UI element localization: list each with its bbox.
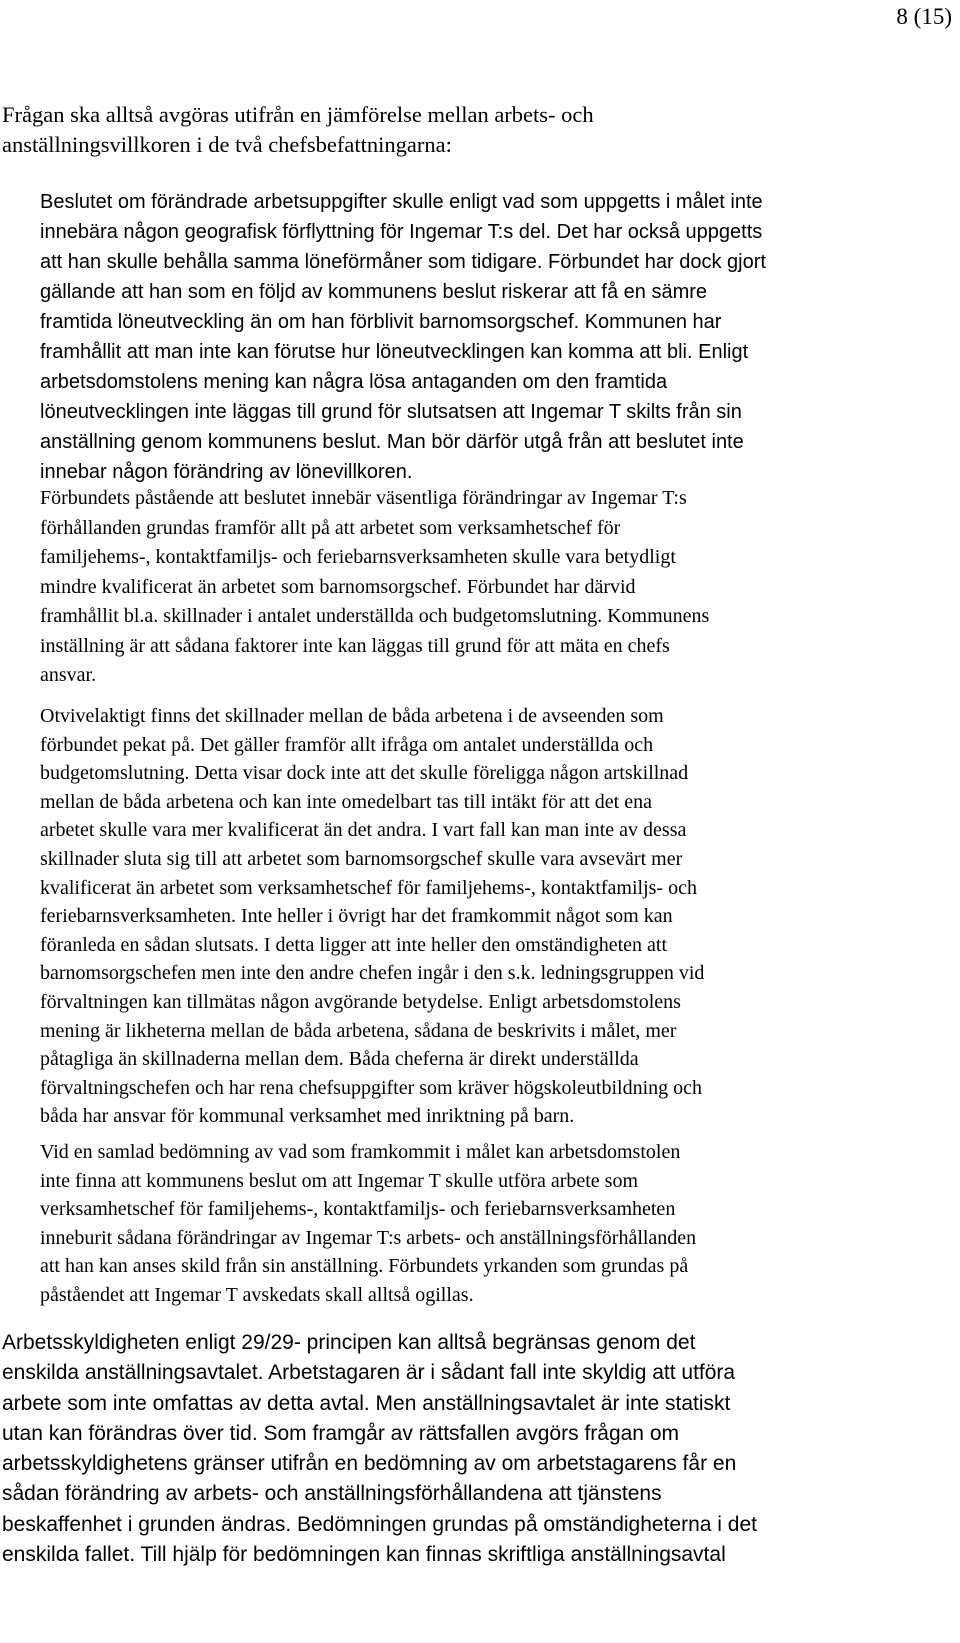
text-line: feriebarnsverksamheten. Inte heller i övrigt har det framkommit något som kan [40, 905, 673, 928]
text-line: Frågan ska alltså avgöras utifrån en jämförelse mellan arbets- och [2, 102, 594, 127]
text-line: arbetet skulle vara mer kvalificerat än det andra. I vart fall kan man inte av dessa [40, 819, 687, 842]
text-line: löneutvecklingen inte läggas till grund för slutsatsen att Ingemar T skilts från sin [40, 401, 742, 423]
text-line: förbundet pekat på. Det gäller framför allt ifråga om antalet underställda och [40, 733, 654, 756]
quote-paragraph-3 [40, 702, 704, 1131]
text-line: Arbetsskyldigheten enligt 29/29- principen kan alltså begränsas genom det [2, 1331, 696, 1354]
quote-paragraph-2 [40, 484, 709, 691]
text-line: Vid en samlad bedömning av vad som framkommit i målet kan arbetsdomstolen [40, 1141, 681, 1163]
text-line: framtida löneutveckling än om han förblivit barnomsorgschef. Kommunen har [40, 311, 722, 333]
text-line: utan kan förändras över tid. Som framgår av rättsfallen avgörs frågan om [2, 1421, 679, 1445]
text-line: Förbundets påstående att beslutet innebär väsentliga förändringar av Ingemar T:s [40, 487, 687, 509]
text-line: beskaffenhet i grunden ändras. Bedömningen grundas på omständigheterna i det [2, 1512, 757, 1536]
text-line: mindre kvalificerat än arbetet som barnomsorgschef. Förbundet har därvid [40, 575, 636, 598]
text-line: kvalificerat än arbetet som verksamhetschef för familjehems-, kontaktfamiljs- och [40, 876, 697, 899]
page-number: 8 (15) [896, 4, 952, 29]
text-line: budgetomslutning. Detta visar dock inte att det skulle föreligga någon artskillnad [40, 762, 689, 785]
text-line: förvaltningen kan tillmätas någon avgörande betydelse. Enligt arbetsdomstolens [40, 990, 681, 1013]
text-line: gällande att han som en följd av kommunens beslut riskerar att få en sämre [40, 281, 708, 303]
text-line: förvaltningschefen och har rena chefsuppgifter som kräver högskoleutbildning och [40, 1076, 703, 1099]
text-line: mellan de båda arbetena och kan inte omedelbart tas till intäkt för att det ena [40, 790, 652, 813]
text-line: framhållit att man inte kan förutse hur löneutvecklingen kan komma att bli. Enligt [40, 341, 749, 363]
text-line: familjehems-, kontaktfamiljs- och feriebarnsverksamheten skulle vara betydligt [40, 546, 676, 568]
quote-paragraph-1 [40, 187, 766, 487]
text-line: föranleda en sådan slutsats. I detta ligger att inte heller den omständigheten att [40, 933, 668, 956]
text-line: arbetsskyldighetens gränser utifrån en bedömning av om arbetstagarens får en [2, 1452, 737, 1476]
text-line: mening är likheterna mellan de båda arbetena, sådana de beskrivits i målet, mer [40, 1019, 677, 1042]
text-line: båda har ansvar för kommunal verksamhet med inriktning på barn. [40, 1105, 575, 1128]
text-line: Beslutet om förändrade arbetsuppgifter skulle enligt vad som uppgetts i målet inte [40, 191, 763, 213]
text-line: påtagliga än skillnaderna mellan dem. Båda cheferna är direkt underställda [40, 1048, 639, 1071]
paragraph-closing [2, 1328, 757, 1570]
text-line: förhållanden grundas framför allt på att arbetet som verksamhetschef för [40, 516, 621, 539]
text-line: sådan förändring av arbets- och anställningsförhållandena att tjänstens [2, 1482, 662, 1506]
text-line: anställningsvillkoren i de två chefsbefattningarna: [2, 132, 452, 157]
quote-paragraph-4 [40, 1138, 696, 1309]
text-line: inställning är att sådana faktorer inte kan läggas till grund för att mäta en chefs [40, 634, 670, 657]
text-line: innebar någon förändring av lönevillkoren. [40, 461, 413, 483]
text-line: verksamhetschef för familjehems-, kontaktfamiljs- och feriebarnsverksamheten [40, 1198, 676, 1220]
text-line: innebära någon geografisk förflyttning för Ingemar T:s del. Det har också uppgetts [40, 221, 763, 243]
text-line: anställning genom kommunens beslut. Man bör därför utgå från att beslutet inte [40, 431, 744, 453]
text-line: Otvivelaktigt finns det skillnader mellan de båda arbetena i de avseenden som [40, 705, 664, 727]
text-line: framhållit bl.a. skillnader i antalet underställda och budgetomslutning. Kommunens [40, 605, 710, 627]
text-line: enskilda fallet. Till hjälp för bedömningen kan finnas skriftliga anställningsavtal [2, 1543, 726, 1567]
text-line: inneburit sådana förändringar av Ingemar T:s arbets- och anställningsförhållanden [40, 1226, 697, 1249]
paragraph-intro [2, 100, 594, 160]
text-line: att han kan anses skild från sin anställning. Förbundets yrkanden som grundas på [40, 1255, 689, 1277]
text-line: arbete som inte omfattas av detta avtal. Men anställningsavtalet är inte statiskt [2, 1391, 731, 1415]
text-line: att han skulle behålla samma löneförmåner som tidigare. Förbundet har dock gjort [40, 251, 766, 273]
text-line: skillnader sluta sig till att arbetet som barnomsorgschef skulle vara avsevärt mer [40, 847, 683, 870]
text-line: barnomsorgschefen men inte den andre chefen ingår i den s.k. ledningsgruppen vid [40, 962, 705, 985]
text-line: ansvar. [40, 664, 97, 686]
text-line: enskilda anställningsavtalet. Arbetstagaren är i sådant fall inte skyldig att utföra [2, 1361, 736, 1385]
text-line: arbetsdomstolens mening kan några lösa antaganden om den framtida [40, 371, 668, 393]
text-line: inte finna att kommunens beslut om att Ingemar T skulle utföra arbete som [40, 1169, 639, 1192]
text-line: påståendet att Ingemar T avskedats skall alltså ogillas. [40, 1283, 474, 1306]
